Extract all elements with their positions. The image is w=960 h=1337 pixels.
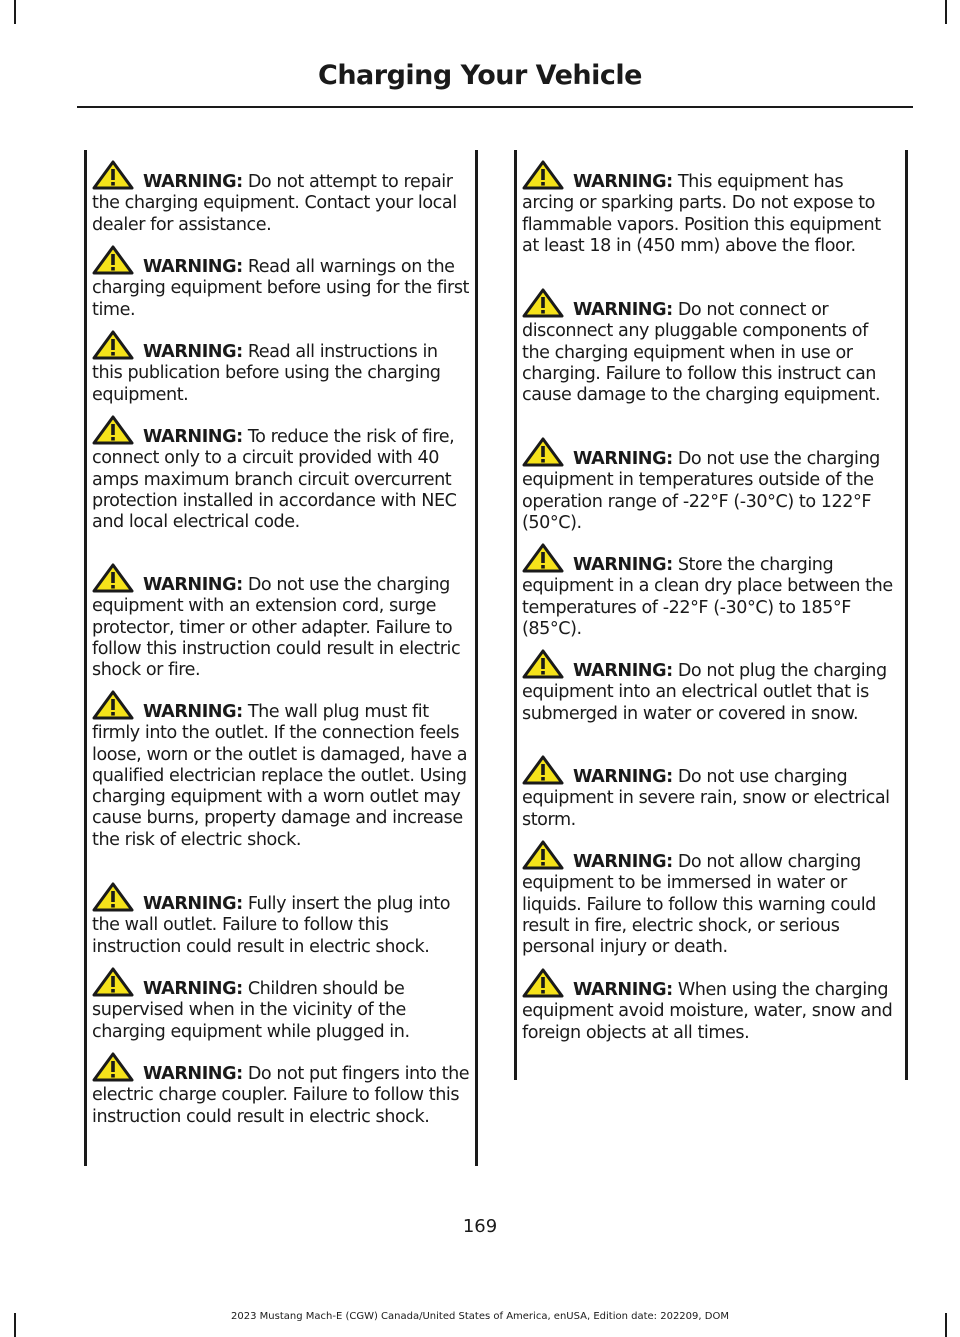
warning-item (522, 968, 900, 1044)
warning-label: WARNING: (573, 852, 673, 872)
warnings-column-left (84, 150, 478, 1166)
warning-triangle-icon (522, 160, 566, 190)
warning-triangle-icon (92, 330, 136, 360)
warning-label: WARNING: (143, 702, 243, 722)
warning-item (522, 437, 900, 534)
warning-item (92, 882, 470, 958)
warning-label: WARNING: (143, 257, 243, 277)
warning-triangle-icon (522, 649, 566, 679)
warning-text: Do not plug the charging equipment into an electrical outlet that is submerged in water or covered in snow. (522, 661, 887, 724)
warning-item (92, 690, 470, 851)
warning-triangle-icon (92, 882, 136, 912)
warning-item (522, 543, 900, 640)
warning-text: When using the charging equipment avoid moisture, water, snow and foreign objects at all times. (522, 980, 893, 1043)
warning-label: WARNING: (573, 661, 673, 681)
warning-item (92, 330, 470, 406)
warning-triangle-icon (92, 160, 136, 190)
warning-item (522, 755, 900, 831)
footer-edition-info: 2023 Mustang Mach-E (CGW) Canada/United States of America, enUSA, Edition date: 202209, DOM (231, 1311, 729, 1322)
warning-triangle-icon (92, 415, 136, 445)
warning-text: Children should be supervised when in the vicinity of the charging equipment while plugged in. (92, 979, 410, 1042)
warning-text: Read all instructions in this publication before using the charging equipment. (92, 342, 441, 405)
warning-item (92, 415, 470, 533)
warning-text: To reduce the risk of fire, connect only to a circuit provided with 40 amps maximum branch circuit overcurrent protection installed in accordance with NEC and local electrical code. (92, 427, 457, 533)
warning-triangle-icon (522, 288, 566, 318)
page-title: Charging Your Vehicle (318, 60, 642, 91)
warning-label: WARNING: (143, 979, 243, 999)
warning-label: WARNING: (143, 172, 243, 192)
warning-text: Fully insert the plug into the wall outlet. Failure to follow this instruction could result in electric shock. (92, 894, 451, 957)
warning-text: Do not use the charging equipment with an extension cord, surge protector, timer or other adapter. Failure to follow this instruction could result in electric shock or fire. (92, 575, 461, 681)
warning-label: WARNING: (573, 300, 673, 320)
warning-triangle-icon (92, 690, 136, 720)
warning-text: Do not connect or disconnect any pluggable components of the charging equipment when in use or charging. Failure to follow this instruct can cause damage to the charging equipment. (522, 300, 881, 406)
warning-text: This equipment has arcing or sparking parts. Do not expose to flammable vapors. Position this equipment at least 18 in (450 mm) above the floor. (522, 172, 881, 256)
warning-text: Do not use charging equipment in severe rain, snow or electrical storm. (522, 767, 890, 830)
warning-item (522, 160, 900, 257)
header-divider (77, 106, 913, 108)
warning-item (522, 649, 900, 725)
warning-triangle-icon (522, 437, 566, 467)
warning-item (92, 967, 470, 1043)
warning-item (92, 245, 470, 321)
warning-label: WARNING: (573, 555, 673, 575)
warning-triangle-icon (522, 968, 566, 998)
warning-item (92, 160, 470, 236)
warning-triangle-icon (522, 543, 566, 573)
warning-text: Do not allow charging equipment to be immersed in water or liquids. Failure to follow this warning could result in fire, electric shock, or serious personal injury or death. (522, 852, 876, 958)
warning-text: Do not use the charging equipment in temperatures outside of the operation range of -22°F (-30°C) to 122°F (50°C). (522, 449, 880, 533)
warning-label: WARNING: (573, 980, 673, 1000)
warnings-column-right (514, 150, 908, 1080)
warning-triangle-icon (522, 840, 566, 870)
warning-triangle-icon (92, 245, 136, 275)
warning-triangle-icon (92, 967, 136, 997)
warning-triangle-icon (92, 1052, 136, 1082)
warning-label: WARNING: (143, 342, 243, 362)
warning-label: WARNING: (573, 172, 673, 192)
warning-text: Do not attempt to repair the charging equipment. Contact your local dealer for assistance. (92, 172, 457, 235)
warning-item (522, 840, 900, 958)
warning-label: WARNING: (573, 449, 673, 469)
warning-text: Do not put fingers into the electric charge coupler. Failure to follow this instruction could result in electric shock. (92, 1064, 470, 1127)
warning-item (522, 288, 900, 406)
warning-label: WARNING: (143, 427, 243, 447)
warning-triangle-icon (522, 755, 566, 785)
crop-mark (14, 0, 16, 24)
crop-mark (945, 0, 947, 24)
warning-label: WARNING: (143, 894, 243, 914)
warning-text: Read all warnings on the charging equipment before using for the first time. (92, 257, 470, 320)
warning-text: Store the charging equipment in a clean dry place between the temperatures of -22°F (-30°C) to 185°F (85°C). (522, 555, 893, 639)
warning-label: WARNING: (143, 575, 243, 595)
warning-label: WARNING: (573, 767, 673, 787)
warning-triangle-icon (92, 563, 136, 593)
warning-label: WARNING: (143, 1064, 243, 1084)
warning-item (92, 1052, 470, 1128)
warning-item (92, 563, 470, 681)
page-number: 169 (462, 1216, 498, 1237)
warning-text: The wall plug must fit firmly into the outlet. If the connection feels loose, worn or the outlet is damaged, have a qualified electrician replace the outlet. Using charging equipment with a worn outlet may cause burns, property damage and increase the risk of electric shock. (92, 702, 468, 850)
